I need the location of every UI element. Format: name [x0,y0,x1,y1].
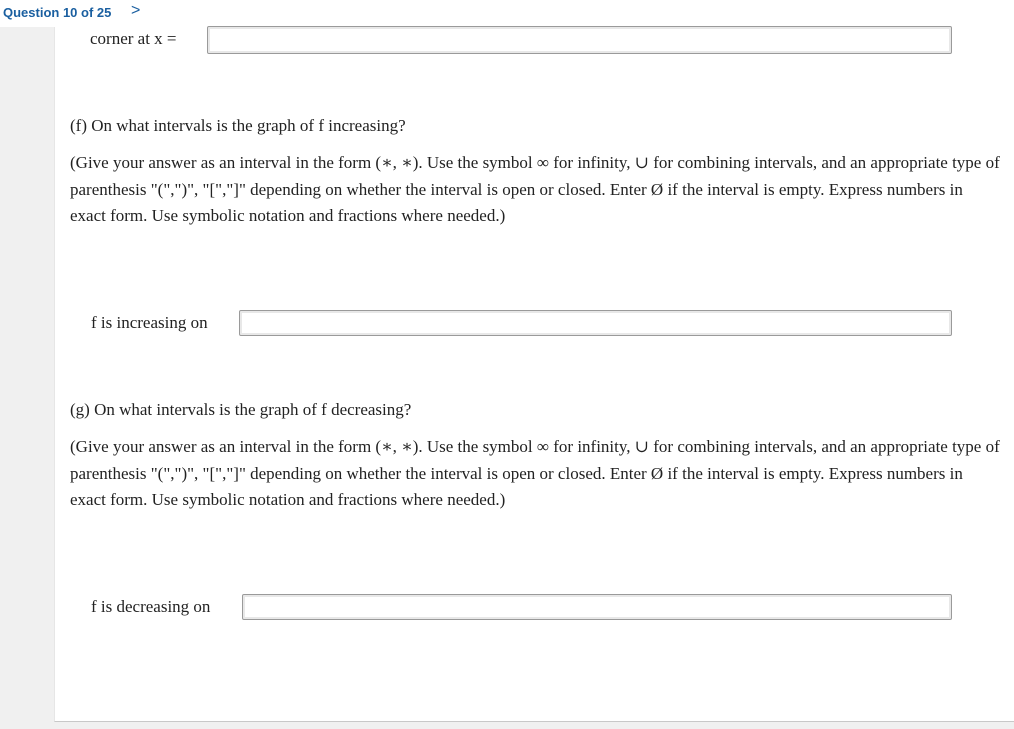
question-counter: Question 10 of 25 [3,5,112,20]
decreasing-label: f is decreasing on [91,597,211,616]
part-f-question: (f) On what intervals is the graph of f increasing? [70,116,406,135]
decreasing-interval-input[interactable] [242,594,952,620]
part-g-question: (g) On what intervals is the graph of f decreasing? [70,400,412,419]
part-g-instructions: (Give your answer as an interval in the form (∗, ∗). Use the symbol ∞ for infinity, ∪ for combining intervals, and an appropriate type of parenthesis "(",")", "[","]" depending on whether the interval is open or closed. Enter Ø if the interval is empty. Express numbers in exact form. Use symbolic notation and fractions where needed.) [70,437,1000,509]
increasing-interval-input[interactable] [239,310,952,336]
part-f-instructions: (Give your answer as an interval in the form (∗, ∗). Use the symbol ∞ for infinity, ∪ for combining intervals, and an appropriate type of parenthesis "(",")", "[","]" depending on whether the interval is open or closed. Enter Ø if the interval is empty. Express numbers in exact form. Use symbolic notation and fractions where needed.) [70,153,1000,225]
increasing-label: f is increasing on [91,313,208,332]
corner-label: corner at x = [90,29,177,48]
question-panel [54,27,1014,722]
corner-x-input[interactable] [207,26,952,54]
question-nav-bar [0,0,1014,27]
next-question-chevron-icon[interactable]: > [131,2,141,19]
